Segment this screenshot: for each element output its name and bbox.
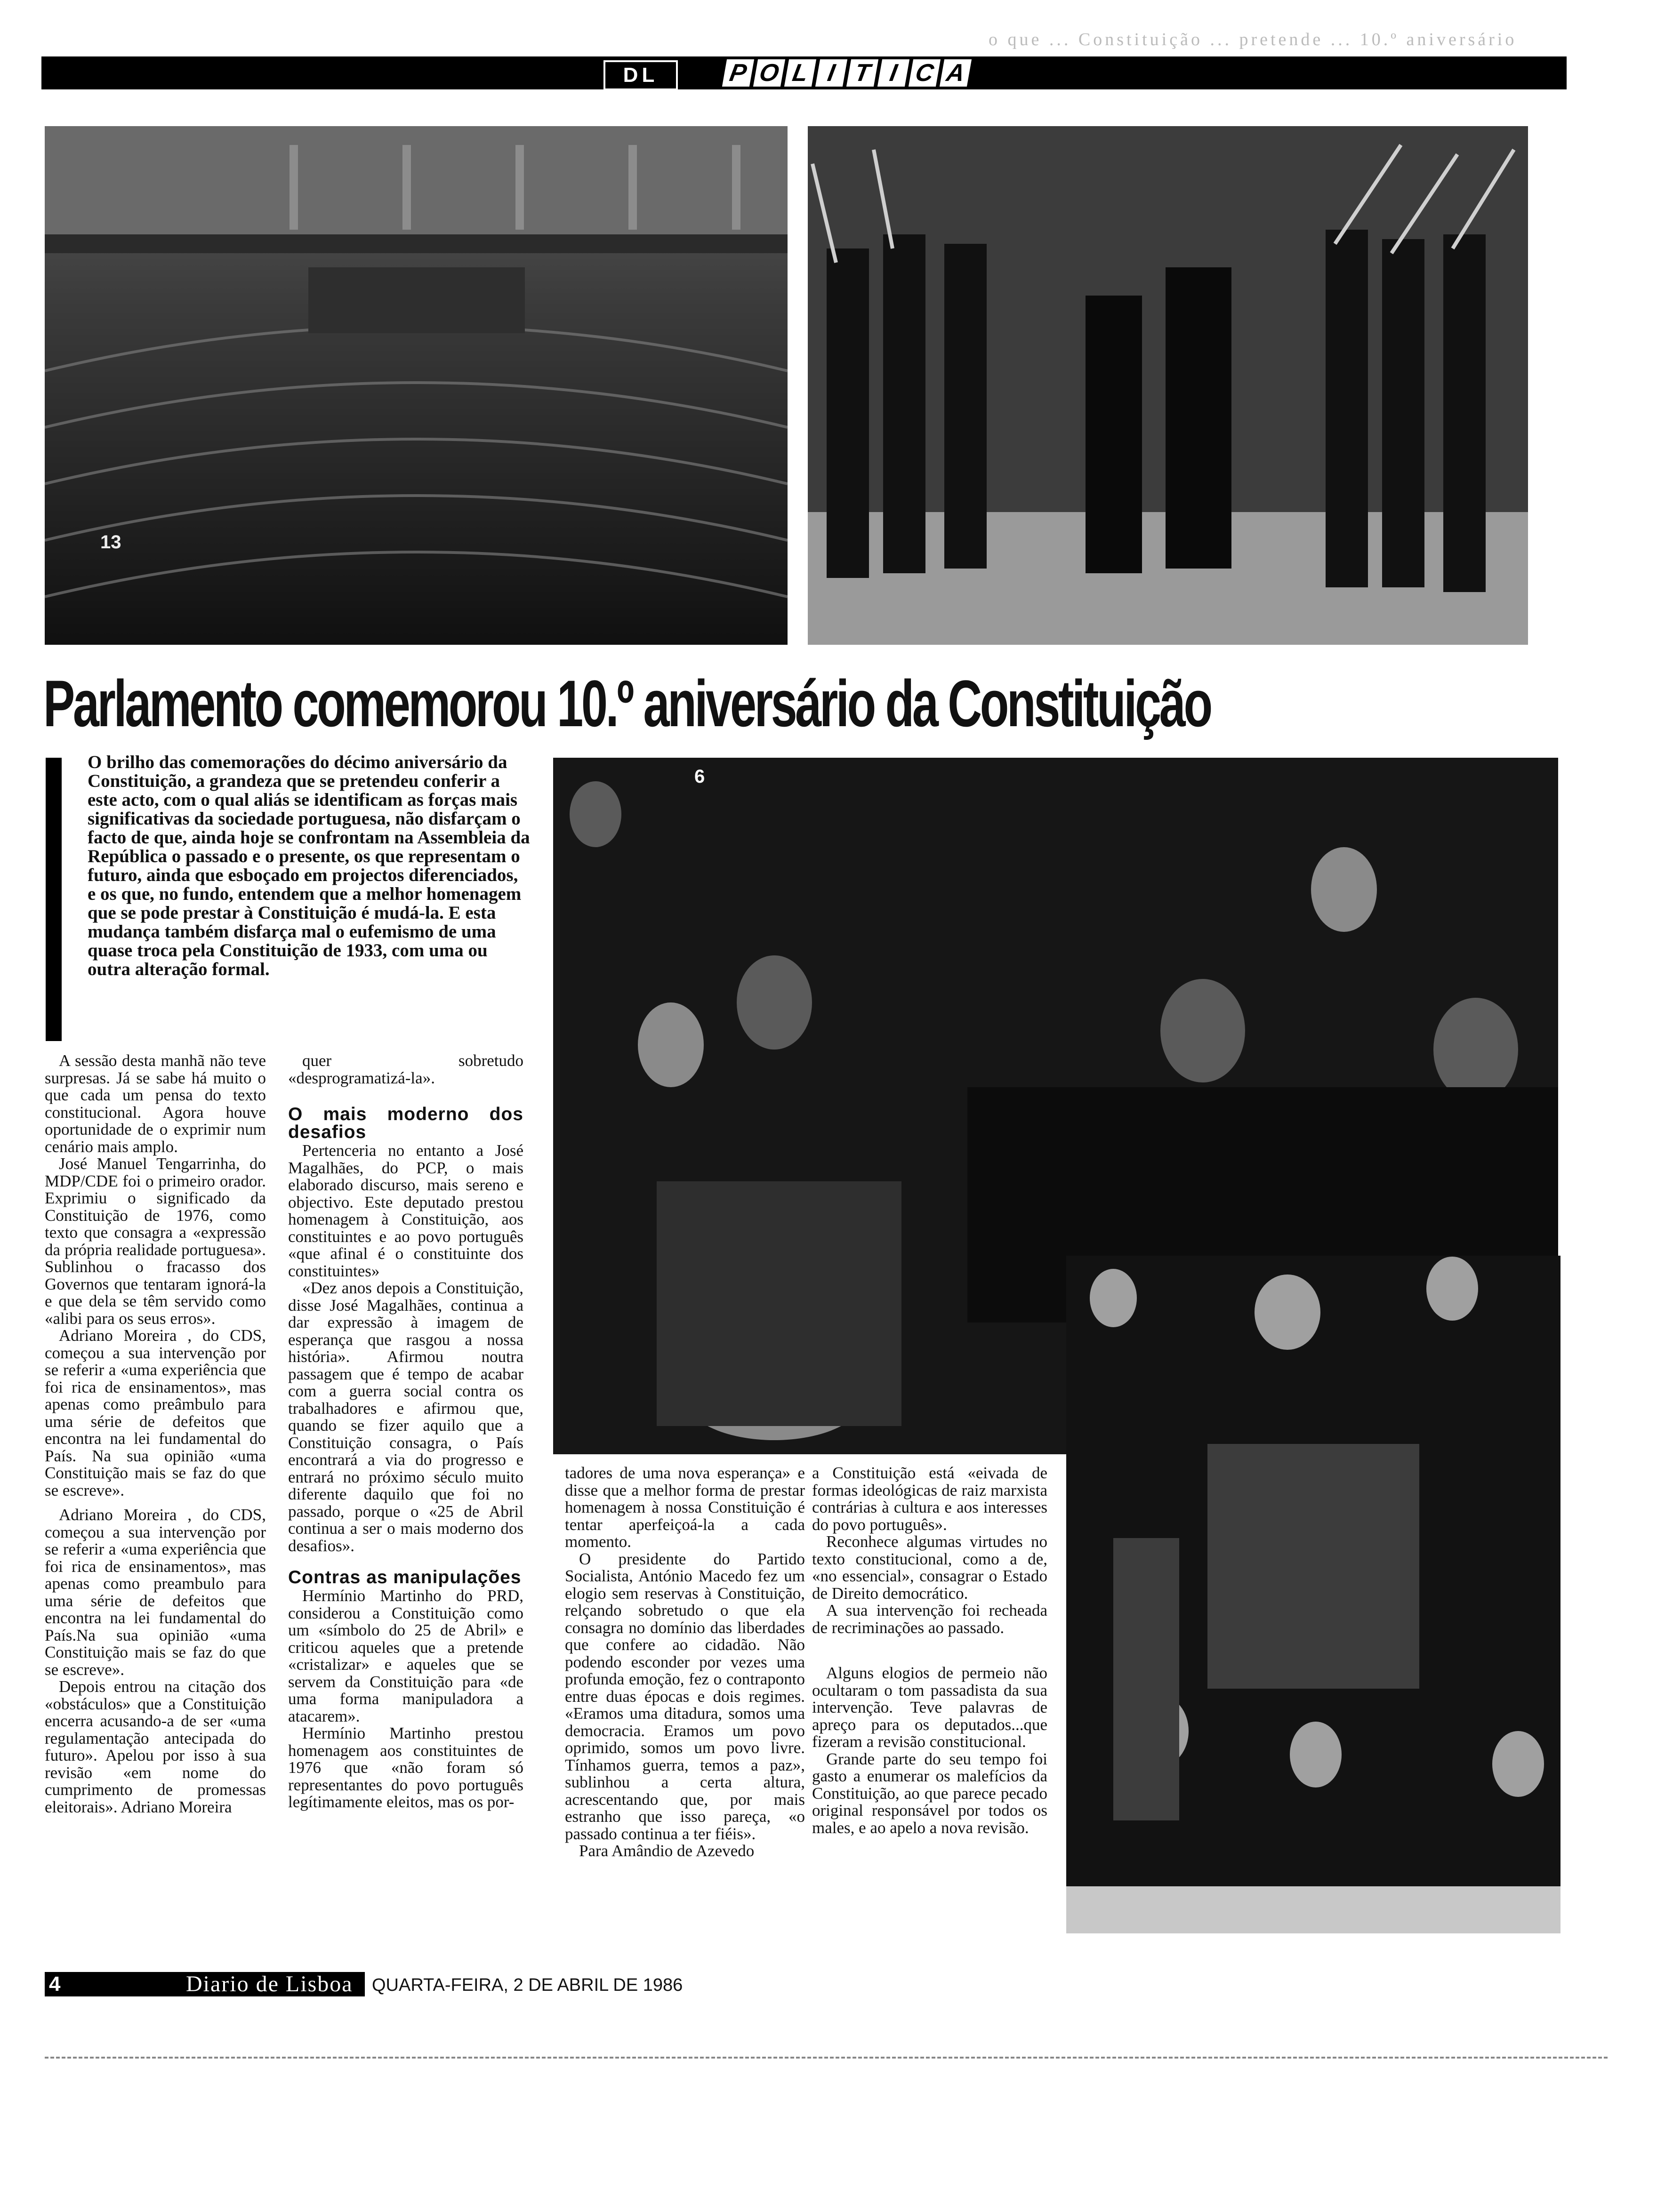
dl-logo-text: DL [623, 64, 659, 87]
dl-logo [603, 60, 678, 90]
presiding-table-illustration [1066, 1256, 1560, 1933]
paragraph: Hermínio Martinho prestou homenagem aos constituintes de 1976 que «não foram só representantes do povo português legítimamente eleitos, mas os por- [288, 1724, 523, 1811]
masthead: Diario de Lisboa [186, 1972, 353, 1996]
paragraph: José Manuel Tengarrinha, do MDP/CDE foi o primeiro orador. Exprimiu o significado da Constituição de 1976, como texto que consagra a «expressão da própria realidade portuguesa». Sublinhou o fracasso dos Governos que tentaram ignorá-la e que dela se têm servido como «alibi para os seus erros». [45, 1154, 266, 1328]
photo-presiding-table [1066, 1256, 1560, 1933]
paragraph: quer sobretudo «desprogramatizá-la». [288, 1051, 523, 1087]
bottom-divider [45, 2057, 1608, 2059]
paragraph: A sessão desta manhã não teve surpresas. Já se sabe há muito o que cada um pensa do texto constitucional. Agora houve oportunidade de o exprimir num cenário mais amplo. [45, 1051, 266, 1156]
subheading: Contras as manipulações [288, 1567, 522, 1587]
section-letter: I [815, 59, 847, 87]
column-4 [812, 1465, 1047, 1836]
paragraph: Hermínio Martinho do PRD, considerou a Constituição como um «símbolo do 25 de Abril» e criticou aqueles que a pretende «cristalizar» e aqueles que se servem da Constituição para «de uma forma manipuladora a atacarem». [288, 1587, 523, 1725]
paragraph: Depois entrou na citação dos «obstáculos» que a Constituição encerra acusando-a de ser «uma regulamentação antecipada do futuro». Apelou por isso à sua revisão «em nome do cumprimento de promessas eleitorais». Adriano Moreira [45, 1677, 266, 1816]
issue-date: QUARTA-FEIRA, 2 DE ABRIL DE 1986 [372, 1975, 683, 1995]
paragraph: «Dez anos depois a Constituição, disse José Magalhães, continua a dar expressão à imagem de esperança que rasgou a nossa história». Afirmou noutra passagem que é tempo de acabar com a guerra social contra os trabalhadores e afirmou que, quando se fizer aquilo que a Constituição consagra, o País encontrará a via do progresso e entrará no próximo século muito diferente daquilo que foi no passado, porque o «25 de Abril continua a ser o mais moderno dos desafios». [288, 1279, 523, 1555]
paragraph: tadores de uma nova esperança» e disse que a melhor forma de prestar homenagem à nossa Constituição é tentar aperfeiçoá-la a cada momento. [565, 1464, 805, 1551]
paragraph: Adriano Moreira , do CDS, começou a sua intervenção por se referir a «uma experiência que foi rica de ensinamentos», mas apenas como preambulo para uma série de defeitos que encontra na lei fundamental do País.Na sua opinião «uma Constituição mais se faz do que se escreve». [45, 1506, 266, 1679]
paragraph: a Constituição está «eivada de formas ideológicas de raiz marxista contrárias à cultura e aos interesses do povo português». [812, 1464, 1047, 1534]
section-letter: P [722, 59, 754, 87]
column-2 [288, 1052, 523, 1811]
section-letter: I [877, 59, 909, 87]
section-letter: O [753, 59, 785, 87]
lead-paragraph: O brilho das comemorações do décimo aniversário da Constituição, a grandeza que se pretendeu conferir a este acto, com o qual aliás se identificam as forças mais significativas da sociedade portuguesa, não disfarçam o facto de que, ainda hoje se confrontam na Assembleia da República o passado e o presente, os que representam o futuro, ainda que esboçado em projectos diferenciados, e os que, no fundo, entendem que a melhor homenagem que se pode prestar à Constituição é mudá-la. E esta mudança também disfarça mal o eufemismo de uma quase troca pela Constituição de 1933, com uma ou outra alteração formal. [88, 752, 530, 979]
paragraph: A sua intervenção foi recheada de recriminações ao passado. [812, 1601, 1047, 1637]
lead-accent-bar [46, 758, 62, 1041]
column-3 [565, 1465, 805, 1860]
section-letter: T [846, 59, 878, 87]
section-letter: A [940, 59, 972, 87]
paragraph: Alguns elogios de permeio não ocultaram o tom passadista da sua intervenção. Teve palavras de apreço para os deputados...que fizeram a revisão constitucional. [812, 1664, 1047, 1751]
section-title [723, 59, 971, 88]
paragraph: Grande parte do seu tempo foi gasto a enumerar os malefícios da Constituição, ao que parece pecado original responsável por todos os males, e ao apelo a nova revisão. [812, 1749, 1047, 1837]
honor-guard-illustration [808, 126, 1528, 645]
seat-number: 13 [100, 532, 121, 553]
column-1 [45, 1052, 266, 1816]
section-letter: L [784, 59, 816, 87]
paragraph: Pertenceria no entanto a José Magalhães, do PCP, o mais elaborado discurso, mais sereno e objectivo. Este deputado prestou homenagem à Constituição, aos constituintes e ao povo português «que afinal é o constituinte dos constituintes» [288, 1141, 523, 1280]
paragraph: Reconhece algumas virtudes no texto constitucional, como a de, «no essencial», consagrar o Estado de Direito democrático. [812, 1532, 1047, 1603]
parliament-chamber-illustration [45, 126, 788, 645]
paragraph: Para Amândio de Azevedo [579, 1842, 755, 1860]
section-letter: C [909, 59, 941, 87]
subheading: O mais moderno dos desafios [288, 1104, 523, 1142]
paragraph: Adriano Moreira , do CDS, começou a sua intervenção por se referir a «uma experiência que foi rica de ensinamentos», mas apenas como preâmbulo para uma série de defeitos que encontra na lei fundamental do País. Na sua opinião «uma Constituição mais se faz do que se escreve». [45, 1326, 266, 1499]
photo-parliament-chamber [45, 126, 788, 645]
photo-honor-guard [808, 126, 1528, 645]
headline: Parlamento comemorou 10.º aniversário da Constituição [43, 666, 1211, 740]
paragraph: O presidente do Partido Socialista, António Macedo fez um elogio sem reservas à Constituição, relçando sobretudo o que ela consagra no domínio das liberdades que confere ao cidadão. Não podendo esconder por vezes uma profunda emoção, fez o contraponto entre duas épocas e dois regimes. «Eramos uma ditadura, somos uma democracia. Eramos um povo oprimido, somos um povo livre. Tínhamos guerra, temos a paz», sublinhou a certa altura, acrescentando que, por mais estranho que isso pareça, «o passado continua a ter fiéis». [565, 1549, 805, 1843]
faint-header-text: o que ... Constituição ... pretende ... 10.º aniversário [989, 30, 1517, 49]
seat-number: 6 [694, 766, 705, 787]
page-number: 4 [49, 1972, 61, 1996]
